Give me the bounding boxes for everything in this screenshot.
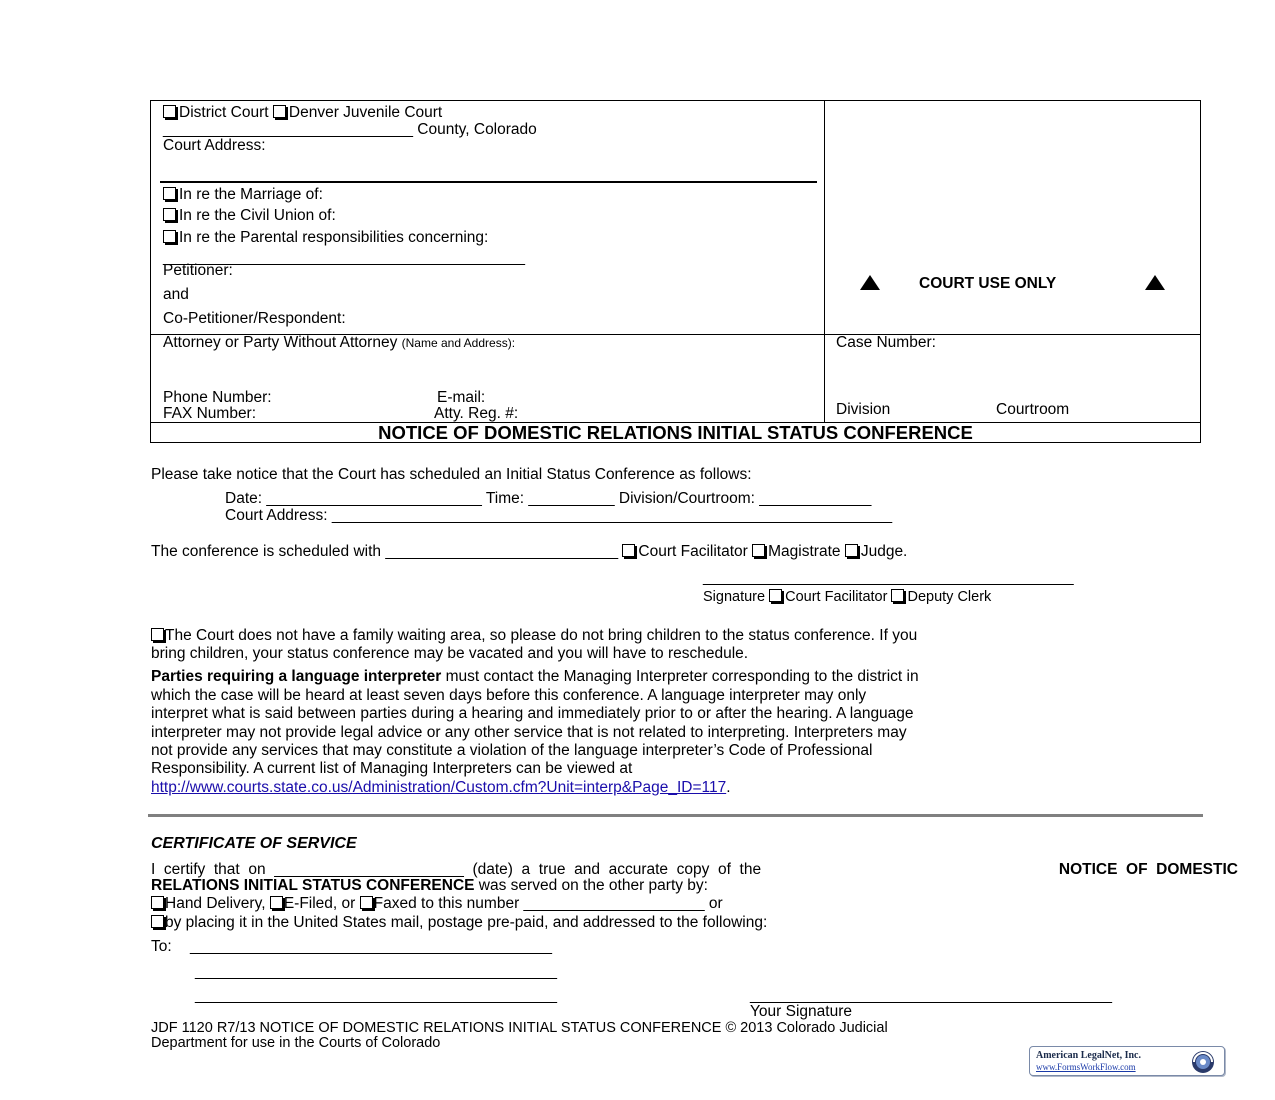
parental-row	[163, 229, 488, 247]
atty-reg-label: Atty. Reg. #:	[434, 405, 519, 422]
section-divider	[148, 814, 1203, 817]
interpreter-url-link[interactable]: http://www.courts.state.co.us/Administration/Custom.cfm?Unit=interp&Page_ID=117	[151, 779, 727, 796]
judge-checkbox[interactable]	[845, 544, 858, 557]
magistrate-checkbox[interactable]	[752, 544, 765, 557]
court-facilitator-checkbox[interactable]	[622, 544, 635, 557]
form-title: NOTICE OF DOMESTIC RELATIONS INITIAL STATUS CONFERENCE	[378, 422, 973, 443]
date-time-line: Date: _________________________ Time: __________ Division/Courtroom: _____________	[225, 490, 872, 507]
petitioner-label: Petitioner:	[163, 262, 233, 279]
county-line: _____________________________ County, Colorado	[163, 121, 537, 138]
phone-label: Phone Number:	[163, 389, 272, 406]
court-type-row	[163, 104, 442, 122]
interpreter-line2: which the case will be heard at least seven days before this conference. A language interpreter may only	[151, 687, 867, 704]
children-notice-checkbox[interactable]	[151, 628, 164, 641]
attorney-label-row	[163, 334, 515, 352]
certificate-line2-bold: RELATIONS INITIAL STATUS CONFERENCE	[151, 877, 475, 894]
courtroom-label: Courtroom	[996, 401, 1070, 418]
sig-court-facilitator-checkbox[interactable]	[769, 589, 782, 602]
certificate-line2	[151, 877, 708, 895]
attorney-note: (Name and Address):	[401, 336, 516, 350]
attorney-label: Attorney or Party Without Attorney	[163, 334, 398, 351]
to-address-line2: __________________________________________	[195, 963, 558, 980]
footer-line2: Department for use in the Courts of Colorado	[151, 1035, 441, 1051]
interpreter-line1	[151, 668, 919, 686]
up-triangle-icon-right	[1145, 275, 1165, 290]
certificate-line2-rest: was served on the other party by:	[474, 877, 708, 894]
judge-label: Judge.	[860, 543, 908, 560]
marriage-checkbox[interactable]	[163, 187, 176, 200]
caption-box	[150, 100, 1201, 443]
interpreter-url-end: .	[726, 779, 731, 796]
formsworkflow-badge[interactable]	[1029, 1046, 1225, 1076]
district-court-label: District Court	[179, 104, 269, 121]
your-signature-label: Your Signature	[750, 1003, 852, 1020]
marriage-row	[163, 186, 323, 204]
signature-label: Signature	[703, 589, 766, 605]
notice-signature-line: ___________________________________________	[703, 569, 1074, 586]
children-notice-line1	[151, 627, 917, 645]
badge-logo-icon	[1186, 1049, 1220, 1075]
up-triangle-icon-left	[860, 275, 880, 290]
fax-label: FAX Number:	[163, 405, 257, 422]
civil-union-label: In re the Civil Union of:	[179, 207, 336, 224]
interpreter-line5: not provide any services that may constitute a violation of the language interpreter’s Code of Professional	[151, 742, 873, 759]
to-address-line1: __________________________________________	[190, 938, 553, 955]
email-label: E-mail:	[437, 389, 486, 406]
court-facilitator-label: Court Facilitator	[638, 543, 748, 560]
certificate-signature-line: __________________________________________	[750, 987, 1113, 1004]
and-label: and	[163, 286, 189, 303]
civil-union-row	[163, 207, 336, 225]
to-address-line3: __________________________________________	[195, 987, 558, 1004]
efiled-label: E-Filed, or	[283, 895, 356, 912]
faxed-checkbox[interactable]	[360, 896, 373, 909]
interpreter-line4: interpreter may not provide legal advice or any other service that is not related to interpreting. Interpreters may	[151, 724, 907, 741]
scheduled-with-row	[151, 543, 907, 561]
certificate-line1-bold: NOTICE OF DOMESTIC	[1058, 861, 1238, 878]
certificate-heading: CERTIFICATE OF SERVICE	[151, 835, 357, 852]
sig-court-facilitator-label: Court Facilitator	[785, 589, 888, 605]
co-petitioner-label: Co-Petitioner/Respondent:	[163, 310, 346, 327]
magistrate-label: Magistrate	[768, 543, 841, 560]
civil-union-checkbox[interactable]	[163, 208, 176, 221]
parental-name-line: __________________________________________	[163, 249, 526, 266]
conference-address-line: Court Address: _________________________________________________________________	[225, 507, 893, 524]
division-label: Division	[836, 401, 891, 418]
faxed-label: Faxed to this number _____________________ or	[373, 895, 723, 912]
denver-juvenile-label: Denver Juvenile Court	[288, 104, 443, 121]
efiled-checkbox[interactable]	[270, 896, 283, 909]
badge-name: American LegalNet, Inc.	[1036, 1050, 1141, 1061]
denver-juvenile-checkbox[interactable]	[273, 105, 286, 118]
marriage-label: In re the Marriage of:	[179, 186, 323, 203]
badge-url[interactable]: www.FormsWorkFlow.com	[1036, 1062, 1136, 1072]
hand-delivery-checkbox[interactable]	[151, 896, 164, 909]
mail-checkbox[interactable]	[151, 915, 164, 928]
interpreter-line3: interpret what is said between parties during a hearing and immediately prior to or after the hearing. A language	[151, 705, 914, 722]
footer-line1: JDF 1120 R7/13 NOTICE OF DOMESTIC RELATIONS INITIAL STATUS CONFERENCE © 2013 Colorado Judicial	[151, 1020, 888, 1036]
parental-label: In re the Parental responsibilities concerning:	[179, 229, 489, 246]
court-address-label: Court Address:	[163, 137, 266, 154]
certificate-line1-text: I certify that on ______________________ (date) a true and accurate copy of the	[151, 861, 762, 878]
court-address-rule	[160, 181, 817, 183]
case-number-label: Case Number:	[836, 334, 936, 351]
caption-vertical-divider	[824, 100, 825, 422]
deputy-clerk-label: Deputy Clerk	[907, 589, 992, 605]
to-label: To:	[151, 938, 172, 955]
interpreter-line1-rest: must contact the Managing Interpreter corresponding to the district in	[441, 668, 919, 685]
interpreter-url-row	[151, 779, 731, 797]
mail-label: by placing it in the United States mail, postage pre-paid, and addressed to the following:	[165, 914, 768, 931]
children-notice-line2: bring children, your status conference may be vacated and you will have to reschedule.	[151, 645, 749, 662]
district-court-checkbox[interactable]	[163, 105, 176, 118]
service-method-row	[151, 895, 723, 913]
scheduled-with-label: The conference is scheduled with ___________________________	[151, 543, 619, 560]
parental-checkbox[interactable]	[163, 230, 176, 243]
children-notice-text1: The Court does not have a family waiting area, so please do not bring children to the status conference. If you	[165, 627, 918, 644]
mail-row	[151, 914, 767, 932]
court-use-only-label: COURT USE ONLY	[919, 275, 1057, 292]
interpreter-bold-lead: Parties requiring a language interpreter	[151, 668, 442, 685]
notice-signature-row	[703, 589, 991, 606]
interpreter-line6: Responsibility. A current list of Managing Interpreters can be viewed at	[151, 760, 633, 777]
hand-delivery-label: Hand Delivery,	[165, 895, 266, 912]
deputy-clerk-checkbox[interactable]	[891, 589, 904, 602]
notice-intro: Please take notice that the Court has scheduled an Initial Status Conference as follows:	[151, 466, 752, 483]
